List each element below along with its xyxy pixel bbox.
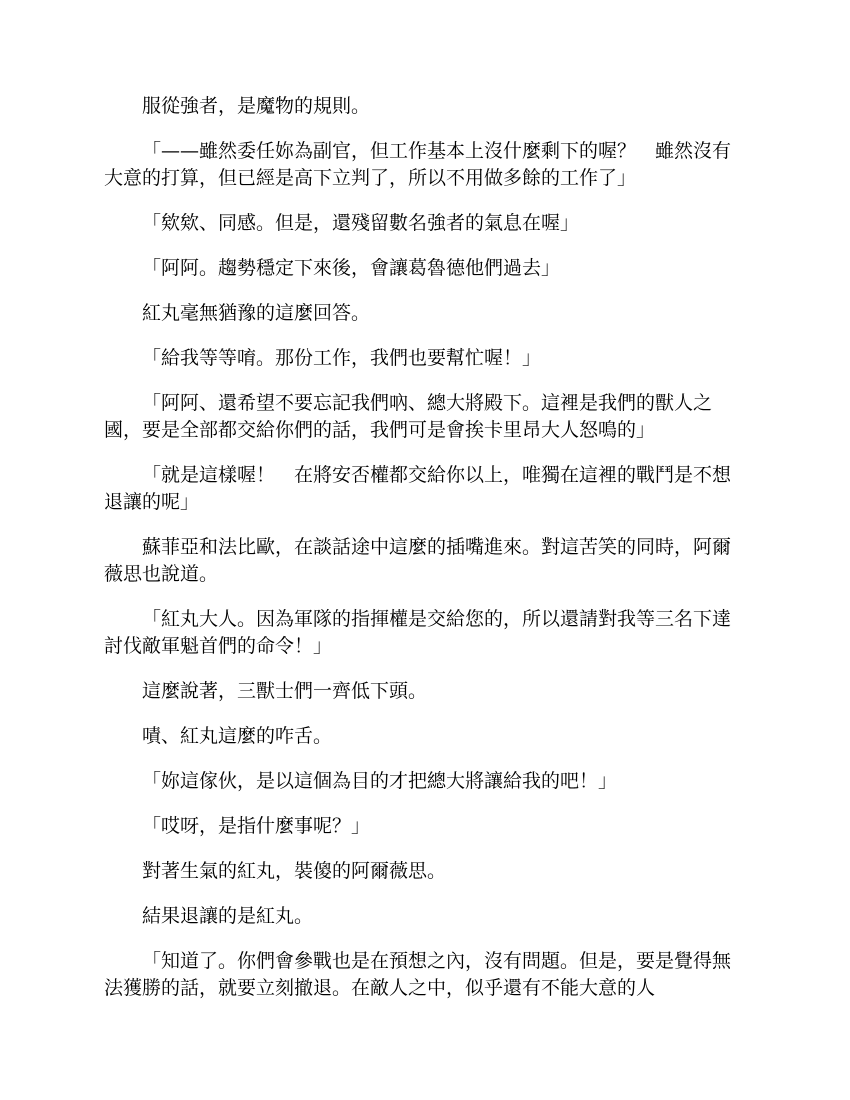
paragraph: 服從強者，是魔物的規則。 <box>142 95 371 117</box>
paragraph: 「欸欸、同感。但是，還殘留數名強者的氣息在喔」 <box>142 212 580 234</box>
paragraph: 蘇菲亞和法比歐，在談話途中這麼的插嘴進來。對這苦笑的同時，阿爾薇思也說道。 <box>104 536 732 585</box>
paragraph: 「阿阿。趨勢穩定下來後，會讓葛魯德他們過去」 <box>142 257 561 279</box>
paragraph: 這麼說著，三獸士們一齊低下頭。 <box>142 680 428 702</box>
paragraph: 「給我等等唷。那份工作，我們也要幫忙喔！」 <box>142 347 542 369</box>
paragraph: 「就是這樣喔！ 在將安否權都交給你以上，唯獨在這裡的戰鬥是不想退讓的呢」 <box>104 464 732 513</box>
paragraph: 對著生氣的紅丸，裝傻的阿爾薇思。 <box>142 860 447 882</box>
paragraph: 「阿阿、還希望不要忘記我們吶、總大將殿下。這裡是我們的獸人之國，要是全部都交給你們的話，我們可是會挨卡里昂大人怒鳴的」 <box>104 392 713 441</box>
paragraph: 紅丸毫無猶豫的這麼回答。 <box>142 302 371 324</box>
paragraph: 「哎呀，是指什麼事呢？」 <box>142 815 371 837</box>
text-body <box>104 93 748 1020</box>
paragraph: 嘖、紅丸這麼的咋舌。 <box>142 725 333 747</box>
paragraph: 結果退讓的是紅丸。 <box>142 905 314 927</box>
paragraph: 「——雖然委任妳為副官，但工作基本上沒什麼剩下的喔？ 雖然沒有大意的打算，但已經是高下立判了，所以不用做多餘的工作了」 <box>104 140 732 189</box>
paragraph: 「紅丸大人。因為軍隊的指揮權是交給您的，所以還請對我等三名下達討伐敵軍魁首們的命令！」 <box>104 608 732 657</box>
paragraph: 「知道了。你們會參戰也是在預想之內，沒有問題。但是，要是覺得無法獲勝的話，就要立刻撤退。在敵人之中，似乎還有不能大意的人 <box>104 950 732 999</box>
paragraph: 「妳這傢伙，是以這個為目的才把總大將讓給我的吧！」 <box>142 770 618 792</box>
